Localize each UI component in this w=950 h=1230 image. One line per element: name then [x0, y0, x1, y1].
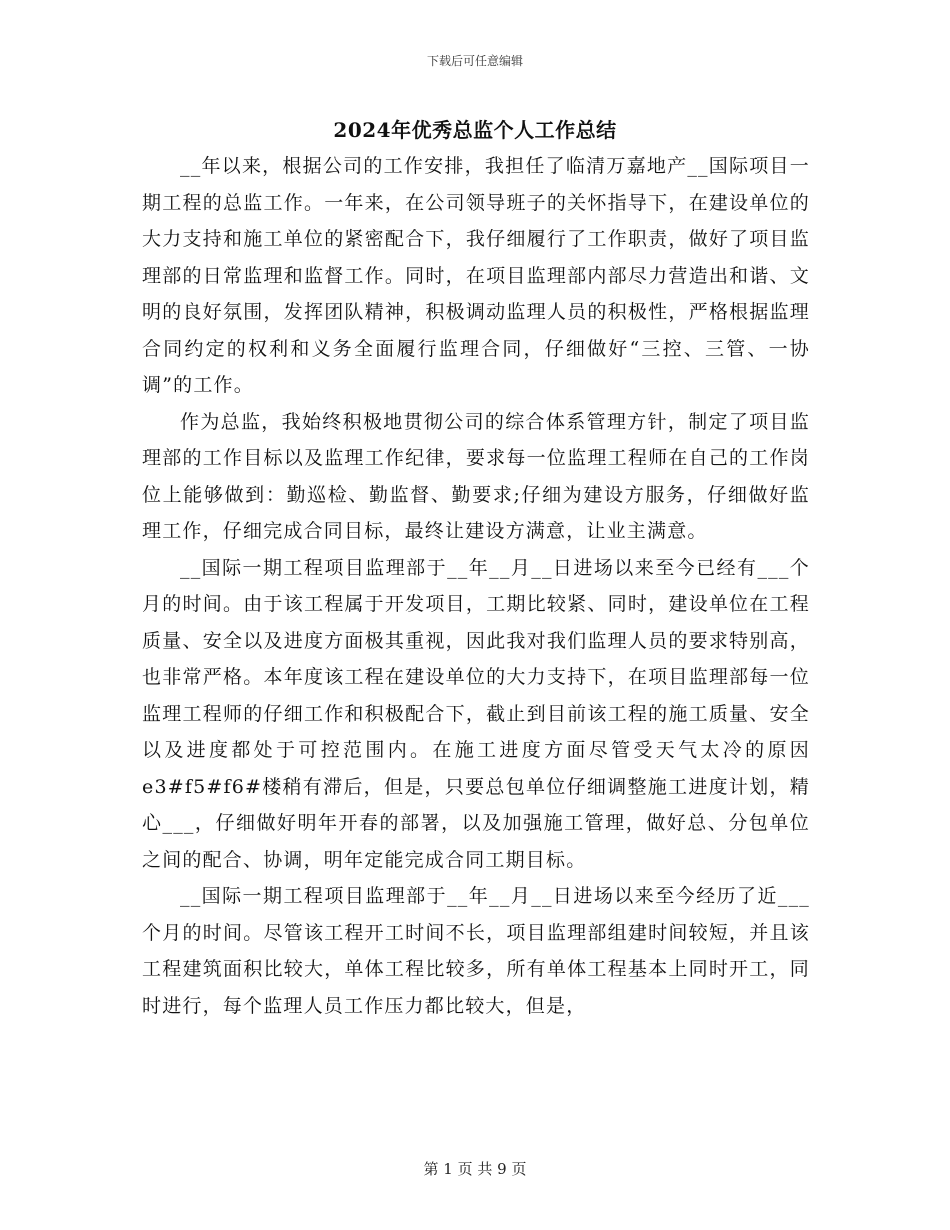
document-title: 2024年优秀总监个人工作总结	[333, 118, 617, 142]
document-body	[142, 148, 810, 1024]
paragraph-4: __国际一期工程项目监理部于__年__月__日进场以来至今经历了近___个月的时间。尽管该工程开工时间不长，项目监理部组建时间较短，并且该工程建筑面积比较大，单体工程比较多，所有单体工程基本上同时开工，同时进行，每个监理人员工作压力都比较大，但是，	[142, 885, 810, 1017]
paragraph-3: __国际一期工程项目监理部于__年__月__日进场以来至今已经有___个月的时间。由于该工程属于开发项目，工期比较紧、同时，建设单位在工程质量、安全以及进度方面极其重视，因此我对我们监理人员的要求特别高，也非常严格。本年度该工程在建设单位的大力支持下，在项目监理部每一位监理工程师的仔细工作和积极配合下，截止到目前该工程的施工质量、安全以及进度都处于可控范围内。在施工进度方面尽管受天气太冷的原因e3#f5#f6#楼稍有滞后，但是，只要总包单位仔细调整施工进度计划，精心___，仔细做好明年开春的部署，以及加强施工管理，做好总、分包单位之间的配合、协调，明年定能完成合同工期目标。	[142, 556, 810, 871]
paragraph-2: 作为总监，我始终积极地贯彻公司的综合体系管理方针，制定了项目监理部的工作目标以及监理工作纪律，要求每一位监理工程师在自己的工作岗位上能够做到：勤巡检、勤监督、勤要求;仔细为建设方服务，仔细做好监理工作，仔细完成合同目标，最终让建设方满意，让业主满意。	[142, 410, 810, 542]
header-note: 下载后可任意编辑	[426, 54, 523, 68]
page-footer: 第 1 页 共 9 页	[423, 1160, 527, 1178]
paragraph-1: __年以来，根据公司的工作安排，我担任了临清万嘉地产__国际项目一期工程的总监工作。一年来，在公司领导班子的关怀指导下，在建设单位的大力支持和施工单位的紧密配合下，我仔细履行了工作职责，做好了项目监理部的日常监理和监督工作。同时，在项目监理部内部尽力营造出和谐、文明的良好氛围，发挥团队精神，积极调动监理人员的积极性，严格根据监理合同约定的权利和义务全面履行监理合同，仔细做好“三控、三管、一协调”的工作。	[142, 155, 810, 396]
